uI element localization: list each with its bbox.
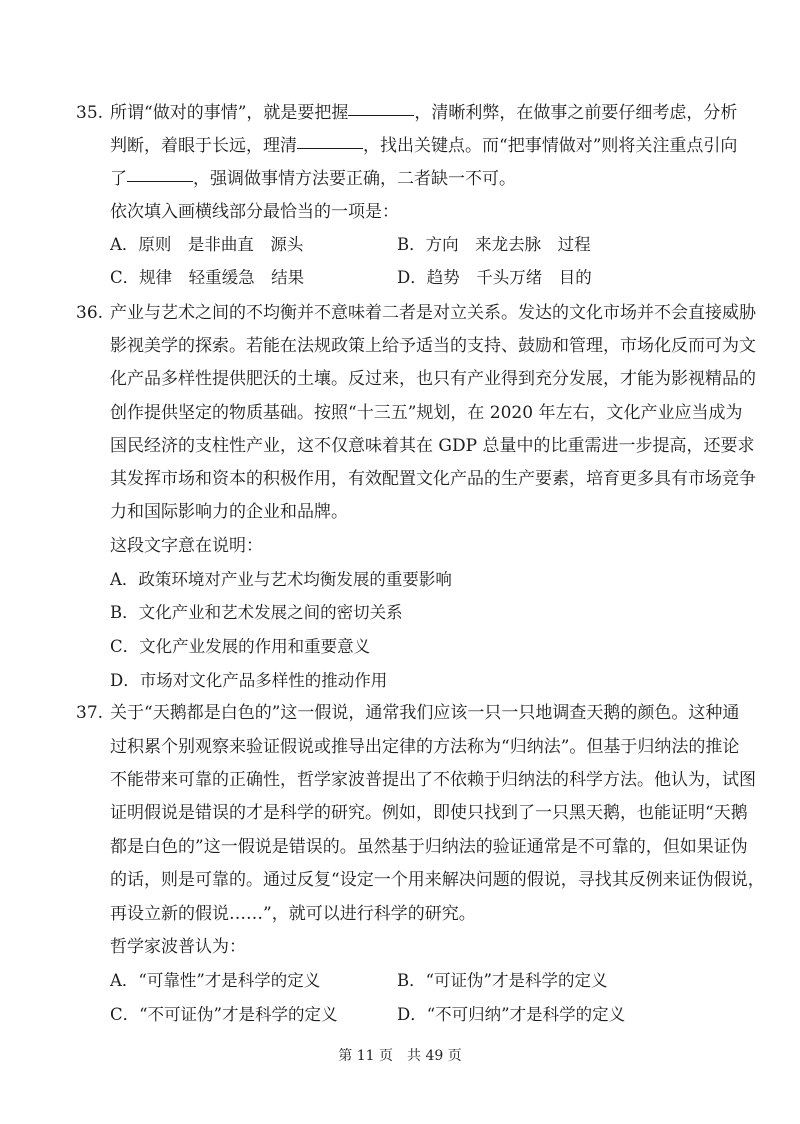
question-stem-line: [110, 131, 737, 161]
stem-text: ，强调做事情方法要正确，二者缺一不可。: [193, 169, 516, 189]
question-stem-line: 的话，则是可靠的。通过反复“设定一个用来解决问题的假说，寻找其反例来证伪假说，: [110, 870, 765, 890]
question-stem-line: 国民经济的支柱性产业，这不仅意味着其在 GDP 总量中的比重需进一步提高，还要求: [110, 436, 755, 456]
question-stem-line: [110, 98, 737, 128]
question-stem-line: 影视美学的探索。若能在法规政策上给予适当的支持、鼓励和管理，市场化反而可为文: [110, 336, 756, 356]
answer-blank: [297, 131, 363, 149]
question-prompt: 哲学家波普认为：: [110, 937, 246, 957]
question-stem-line: 其发挥市场和资本的积极作用，有效配置文化产品的生产要素，培育更多具有市场竞争: [110, 469, 756, 489]
option-c[interactable]: C．规律 轻重缓急 结果: [110, 268, 305, 287]
question-number: 37.: [76, 703, 104, 723]
question-stem-line: [110, 164, 516, 194]
option-b[interactable]: B．文化产业和艺术发展之间的密切关系: [110, 603, 403, 622]
question-prompt: 这段文字意在说明：: [110, 536, 263, 556]
option-c[interactable]: C．“不可证伪”才是科学的定义: [110, 1005, 338, 1024]
question-prompt: 依次填入画横线部分最恰当的一项是：: [110, 202, 399, 222]
question-stem-line: 化产品多样性提供肥沃的土壤。反过来，也只有产业得到充分发展，才能为影视精品的: [110, 369, 756, 389]
question-stem-line: 关于“天鹅都是白色的”这一假说，通常我们应该一只一只地调查天鹅的颜色。这种通: [110, 703, 740, 723]
question-stem-line: 不能带来可靠的正确性，哲学家波普提出了不依赖于归纳法的科学方法。他认为，试图: [110, 770, 756, 790]
stem-text: ，找出关键点。而“把事情做对”则将关注重点引向: [363, 136, 738, 156]
question-stem-line: 都是白色的”这一假说是错误的。虽然基于归纳法的验证通常是不可靠的，但如果证伪: [110, 837, 748, 857]
stem-text: ，清晰利弊，在做事之前要仔细考虑，分析: [414, 103, 738, 123]
option-b[interactable]: B．“可证伪”才是科学的定义: [397, 971, 608, 990]
question-stem-line: 力和国际影响力的企业和品牌。: [110, 502, 348, 522]
option-d[interactable]: D．趋势 千头万绪 目的: [397, 268, 592, 287]
stem-text: 判断，着眼于长远，理清: [110, 136, 297, 156]
question-number: 36.: [76, 303, 104, 323]
option-a[interactable]: A．政策环境对产业与艺术均衡发展的重要影响: [110, 570, 452, 589]
question-stem-line: 过积累个别观察来验证假说或推导出定律的方法称为“归纳法”。但基于归纳法的推论: [110, 737, 740, 757]
question-stem-line: 产业与艺术之间的不均衡并不意味着二者是对立关系。发达的文化市场并不会直接威胁: [110, 303, 756, 323]
option-b[interactable]: B．方向 来龙去脉 过程: [397, 235, 591, 254]
page-footer: 第 11 页 共 49 页: [338, 1048, 462, 1064]
question-stem-line: 证明假说是错误的才是科学的研究。例如，即使只找到了一只黑天鹅，也能证明“天鹅: [110, 803, 748, 823]
option-d[interactable]: D．市场对文化产品多样性的推动作用: [110, 671, 388, 690]
stem-text: 所谓“做对的事情”，就是要把握: [110, 103, 349, 123]
answer-blank: [348, 98, 414, 116]
option-d[interactable]: D．“不可归纳”才是科学的定义: [397, 1005, 626, 1024]
question-stem-line: 创作提供坚定的物质基础。按照“十三五”规划，在 2020 年左右，文化产业应当成为: [110, 403, 743, 423]
question-stem-line: 再设立新的假说……”，就可以进行科学的研究。: [110, 904, 476, 924]
option-a[interactable]: A．原则 是非曲直 源头: [110, 235, 304, 254]
question-number: 35.: [76, 103, 104, 123]
option-a[interactable]: A．“可靠性”才是科学的定义: [110, 971, 321, 990]
answer-blank: [127, 164, 193, 182]
stem-text: 了: [110, 169, 127, 189]
option-c[interactable]: C．文化产业发展的作用和重要意义: [110, 637, 371, 656]
